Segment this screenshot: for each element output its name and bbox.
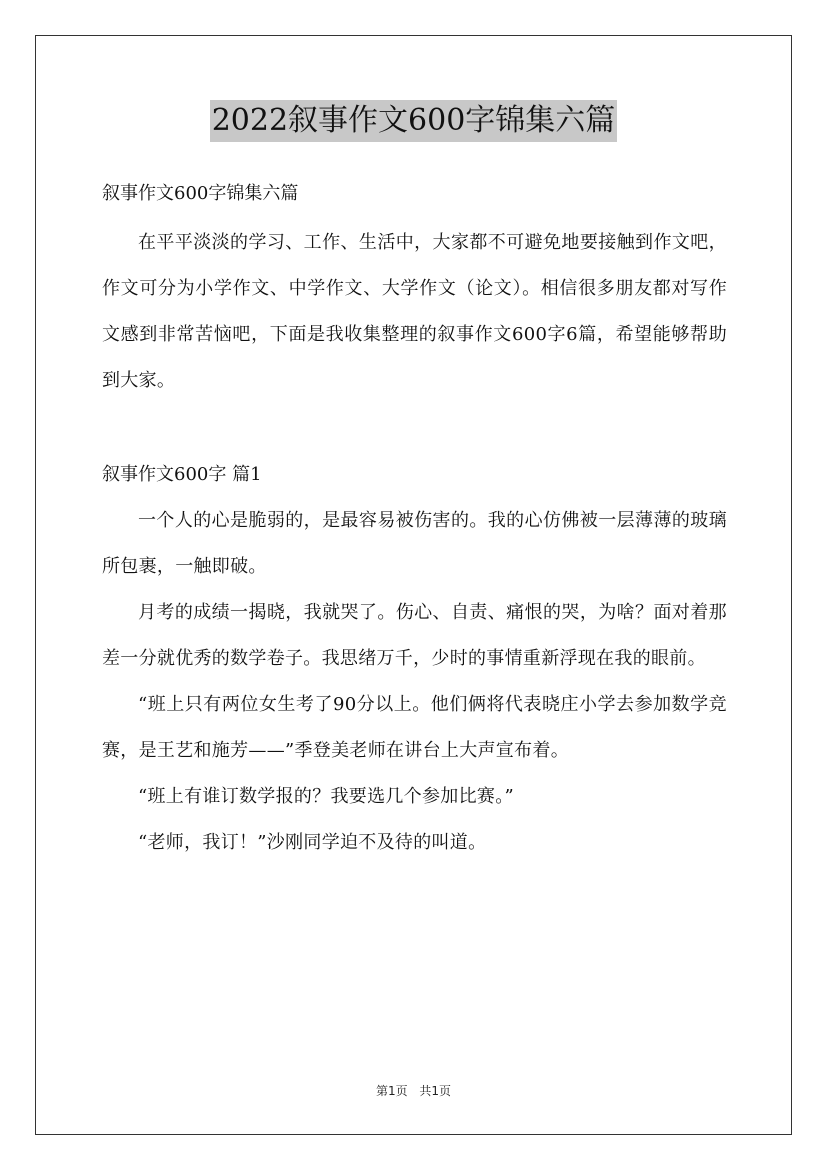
document-body bbox=[102, 170, 727, 866]
document-subtitle: 叙事作文600字锦集六篇 bbox=[102, 183, 299, 204]
body-paragraph-4: “班上有谁订数学报的？我要选几个参加比赛。” bbox=[138, 786, 515, 807]
page-total: 共1页 bbox=[419, 1084, 452, 1098]
section-gap bbox=[102, 404, 727, 452]
body-paragraph-2: 月考的成绩一揭晓，我就哭了。伤心、自责、痛恨的哭，为啥？面对着那差一分就优秀的数学卷子。我思绪万千，少时的事情重新浮现在我的眼前。 bbox=[102, 602, 727, 669]
body-paragraph-5: “老师，我订！”沙刚同学迫不及待的叫道。 bbox=[138, 832, 487, 853]
intro-paragraph: 在平平淡淡的学习、工作、生活中，大家都不可避免地要接触到作文吧，作文可分为小学作文、中学作文、大学作文（论文）。相信很多朋友都对写作文感到非常苦恼吧，下面是我收集整理的叙事作文600字6篇，希望能够帮助到大家。 bbox=[102, 232, 727, 391]
body-paragraph-3: “班上只有两位女生考了90分以上。他们俩将代表晓庄小学去参加数学竞赛，是王艺和施芳——”季登美老师在讲台上大声宣布着。 bbox=[102, 694, 727, 761]
page-number: 第1页 bbox=[375, 1084, 408, 1098]
section-heading: 叙事作文600字 篇1 bbox=[102, 464, 262, 485]
body-paragraph-1: 一个人的心是脆弱的，是最容易被伤害的。我的心仿佛被一层薄薄的玻璃所包裹，一触即破。 bbox=[102, 510, 727, 577]
page-footer bbox=[0, 1082, 827, 1099]
title-container bbox=[0, 100, 827, 142]
document-title: 2022叙事作文600字锦集六篇 bbox=[210, 100, 618, 142]
